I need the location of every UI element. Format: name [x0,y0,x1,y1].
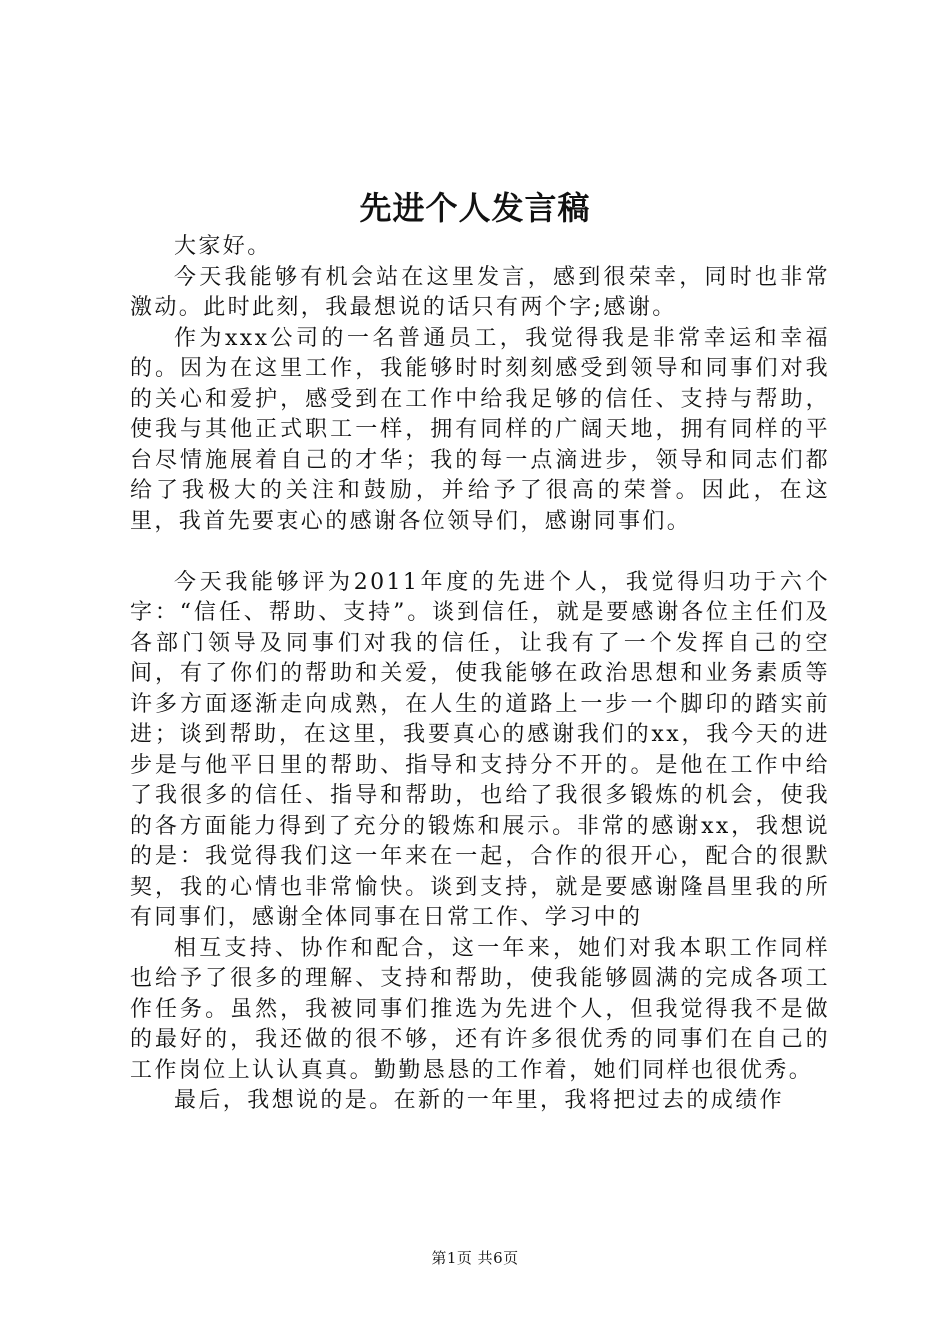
paragraph-greeting: 大家好。 [174,234,272,259]
page-footer: 第1页 共6页 [431,1249,519,1267]
paragraph-spacer [130,537,830,568]
document-body [130,232,830,1117]
paragraph-closing: 最后，我想说的是。在新的一年里，我将把过去的成绩作 [174,1088,785,1113]
paragraph-opening: 今天我能够有机会站在这里发言，感到很荣幸，同时也非常激动。此时此刻，我最想说的话只有两个字;感谢。 [130,264,830,320]
paragraph-gratitude: 作为xxx公司的一名普通员工，我觉得我是非常幸运和幸福的。因为在这里工作，我能够时时刻刻感受到领导和同事们对我的关心和爱护，感受到在工作中给我足够的信任、支持与帮助，使我与其他正式职工一样，拥有同样的广阔天地，拥有同样的平台尽情施展着自己的才华；我的每一点滴进步，领导和同志们都给了我极大的关注和鼓励，并给予了很高的荣誉。因此，在这里，我首先要衷心的感谢各位领导们，感谢同事们。 [130,325,830,534]
paragraph-trust-help-support: 今天我能够评为2011年度的先进个人，我觉得归功于六个字：“信任、帮助、支持”。谈到信任，就是要感谢各位主任们及各部门领导及同事们对我的信任，让我有了一个发挥自己的空间，有了你们的帮助和关爱，使我能够在政治思想和业务素质等许多方面逐渐走向成熟，在人生的道路上一步一个脚印的踏实前进；谈到帮助，在这里，我要真心的感谢我们的xx，我今天的进步是与他平日里的帮助、指导和支持分不开的。是他在工作中给了我很多的信任、指导和帮助，也给了我很多锻炼的机会，使我的各方面能力得到了充分的锻炼和展示。非常的感谢xx，我想说的是：我觉得我们这一年来在一起，合作的很开心，配合的很默契，我的心情也非常愉快。谈到支持，就是要感谢隆昌里我的所有同事们，感谢全体同事在日常工作、学习中的 [130,569,830,930]
paragraph-colleagues: 相互支持、协作和配合，这一年来，她们对我本职工作同样也给予了很多的理解、支持和帮助，使我能够圆满的完成各项工作任务。虽然，我被同事们推选为先进个人，但我觉得我不是做的最好的，我还做的很不够，还有许多很优秀的同事们在自己的工作岗位上认认真真。勤勤恳恳的工作着，她们同样也很优秀。 [130,935,830,1083]
document-title: 先进个人发言稿 [359,189,591,227]
